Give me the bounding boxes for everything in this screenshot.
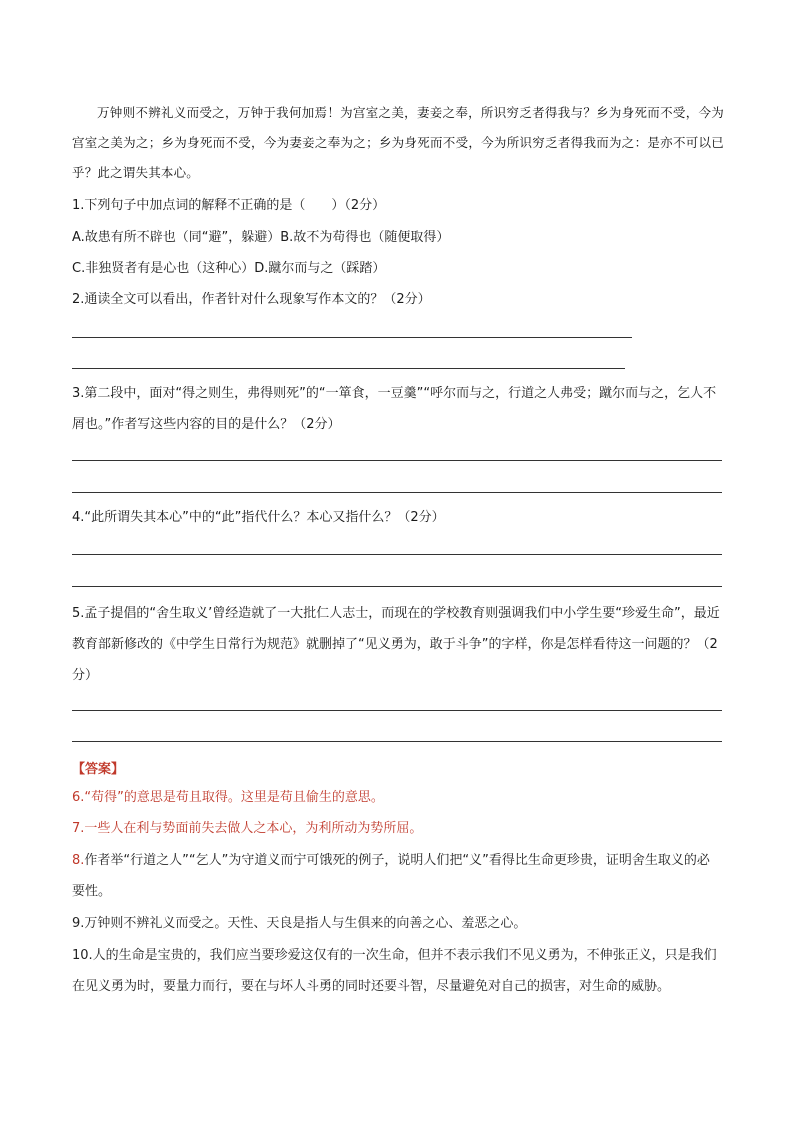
answer-header: 【答案】 (72, 762, 125, 777)
question-3-stem: 3.第二段中，面对“得之则生，弗得则死”的“一箪食，一豆羹”“呼尔而与之，行道之人弗受；蹴尔而与之，乞人不屑也。”作者写这些内容的目的是什么？（2分） (72, 386, 717, 432)
question-1-options-ab: A.故患有所不辟也（同“避”，躲避）B.故不为苟得也（随便取得） (72, 230, 450, 245)
answer-9: 9.万钟则不辨礼义而受之。天性、天良是指人与生俱来的向善之心、羞恶之心。 (72, 916, 527, 931)
passage-text: 万钟则不辨礼义而受之，万钟于我何加焉！为宫室之美，妻妾之奉，所识穷乏者得我与？乡为身死而不受，今为宫室之美为之；乡为身死而不受，今为妻妾之奉为之；乡为身死而不受，今为所识穷乏者得我而为之：是亦不可以已乎？此之谓失其本心。 (72, 105, 724, 180)
answer-line (72, 554, 722, 555)
question-5-stem: 5.孟子提倡的“舍生取义’曾经造就了一大批仁人志士，而现在的学校教育则强调我们中小学生要“珍爱生命”，最近教育部新修改的《中学生日常行为规范》就删掉了“见义勇为，敢于斗争”的字样，你是怎样看待这一问题的？（2分） (72, 606, 720, 683)
answer-line (72, 368, 625, 369)
classical-passage (72, 98, 724, 188)
answer-line (72, 586, 722, 587)
answer-7-text: 7.一些人在利与势面前失去做人之本心，为利所动为势所屈。 (72, 821, 423, 836)
question-3 (72, 378, 722, 440)
question-1-options-cd: C.非独贤者有是心也（这种心）D.蹴尔而与之（踩踏） (72, 261, 386, 276)
answer-line (72, 460, 722, 461)
answer-8 (72, 845, 722, 907)
answer-6: 6.“苟得”的意思是苟且取得。这里是苟且偷生的意思。 (72, 790, 384, 805)
answer-line (72, 337, 632, 338)
answer-10-text: 10.人的生命是宝贵的，我们应当要珍爱这仅有的一次生命，但并不表示我们不见义勇为，不伸张正义，只是我们在见义勇为时，要量力而行，要在与坏人斗勇的同时还要斗智，尽量避免对自己的损害，对生命的威胁。 (72, 948, 717, 994)
question-4-stem: 4.“此所谓失其本心”中的“此”指代什么？本心又指什么？（2分） (72, 510, 445, 525)
answer-10 (72, 940, 722, 1002)
answer-line (72, 492, 722, 493)
answer-8-text: 作者举“行道之人”“乞人”为守道义而宁可饿死的例子，说明人们把“义”看得比生命更珍贵，证明舍生取义的必要性。 (72, 853, 710, 899)
answer-line (72, 710, 722, 711)
question-2-stem: 2.通读全文可以看出，作者针对什么现象写作本文的？（2分） (72, 292, 431, 307)
answer-8-number: 8. (72, 853, 85, 868)
question-1-stem: 1.下列句子中加点词的解释不正确的是（ ）（2分） (72, 198, 386, 213)
answer-7 (72, 819, 422, 839)
question-5 (72, 598, 722, 691)
answer-line (72, 741, 722, 742)
